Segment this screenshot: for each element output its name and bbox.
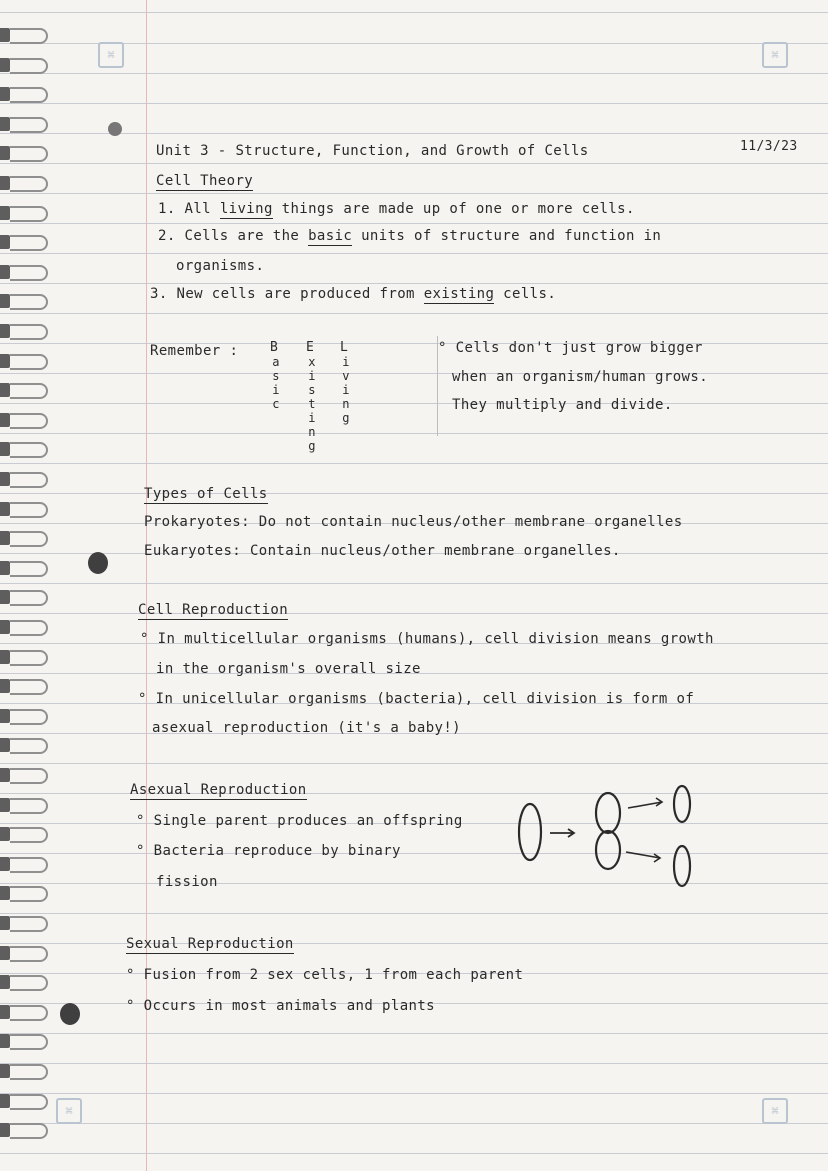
sexual-line-1: ° Fusion from 2 sex cells, 1 from each parent [126, 967, 524, 983]
spiral-ring-icon [10, 383, 48, 399]
asexual-line-3: fission [156, 874, 218, 890]
asexual-line-2: ° Bacteria reproduce by binary [136, 843, 401, 859]
dividing-cell-icon [596, 793, 620, 833]
spiral-ring-icon [10, 916, 48, 932]
acronym-living: L iving [340, 340, 350, 425]
spiral-ring-icon [10, 798, 48, 814]
spiral-ring-icon [10, 354, 48, 370]
page-title: Unit 3 - Structure, Function, and Growth of Cells [156, 143, 589, 159]
types-of-cells-line-2: Eukaryotes: Contain nucleus/other membrane organelles. [144, 543, 621, 559]
spiral-ring-icon [10, 738, 48, 754]
spiral-ring-icon [10, 857, 48, 873]
cell-theory-item-3: 3. New cells are produced from existing cells. [150, 286, 557, 302]
corner-mark-icon: ⌘ [762, 42, 788, 68]
cell-theory-item-1: 1. All living things are made up of one or more cells. [158, 201, 635, 217]
spiral-ring-icon [10, 176, 48, 192]
spiral-ring-icon [10, 413, 48, 429]
remember-label: Remember : [150, 343, 239, 359]
spiral-ring-icon [10, 146, 48, 162]
parent-cell-icon [519, 804, 541, 860]
spiral-ring-icon [10, 28, 48, 44]
spiral-ring-icon [10, 265, 48, 281]
binary-fission-diagram [510, 780, 710, 895]
remember-note-line-1: ° Cells don't just grow bigger [438, 340, 703, 356]
asexual-line-1: ° Single parent produces an offspring [136, 813, 463, 829]
corner-mark-icon: ⌘ [762, 1098, 788, 1124]
types-of-cells-heading: Types of Cells [144, 486, 268, 502]
spiral-ring-icon [10, 827, 48, 843]
acronym-basic: B asic [270, 340, 280, 411]
spiral-ring-icon [10, 768, 48, 784]
spiral-ring-icon [10, 206, 48, 222]
spiral-ring-icon [10, 590, 48, 606]
cell-reproduction-line-2: in the organism's overall size [156, 661, 421, 677]
spiral-ring-icon [10, 117, 48, 133]
spiral-ring-icon [10, 502, 48, 518]
corner-mark-icon: ⌘ [56, 1098, 82, 1124]
cell-reproduction-line-1: ° In multicellular organisms (humans), cell division means growth [140, 631, 714, 647]
daughter-cell-icon [674, 786, 690, 822]
sexual-reproduction-heading: Sexual Reproduction [126, 936, 294, 952]
spiral-ring-icon [10, 709, 48, 725]
remember-note-line-2: when an organism/human grows. [452, 369, 709, 385]
spiral-ring-icon [10, 235, 48, 251]
cell-reproduction-line-3: ° In unicellular organisms (bacteria), cell division is form of [138, 691, 695, 707]
acronym-existing: E xisting [306, 340, 316, 453]
spiral-ring-icon [10, 87, 48, 103]
spiral-ring-icon [10, 1123, 48, 1139]
spiral-ring-icon [10, 1034, 48, 1050]
punch-hole-icon [88, 552, 108, 574]
spiral-ring-icon [10, 531, 48, 547]
spiral-ring-icon [10, 324, 48, 340]
spiral-ring-icon [10, 442, 48, 458]
cell-theory-heading: Cell Theory [156, 173, 254, 189]
daughter-cell-icon [674, 846, 690, 886]
spiral-ring-icon [10, 679, 48, 695]
types-of-cells-line-1: Prokaryotes: Do not contain nucleus/other membrane organelles [144, 514, 683, 530]
spiral-ring-icon [10, 1005, 48, 1021]
spiral-ring-icon [10, 1064, 48, 1080]
spiral-ring-icon [10, 886, 48, 902]
cell-theory-item-2-cont: organisms. [176, 258, 265, 274]
spiral-ring-icon [10, 620, 48, 636]
spiral-ring-icon [10, 975, 48, 991]
margin-line [146, 0, 147, 1171]
spiral-binding [0, 0, 60, 1171]
cell-reproduction-line-4: asexual reproduction (it's a baby!) [152, 720, 462, 736]
asexual-reproduction-heading: Asexual Reproduction [130, 782, 307, 798]
spiral-ring-icon [10, 472, 48, 488]
spiral-ring-icon [10, 1094, 48, 1110]
remember-note-line-3: They multiply and divide. [452, 397, 673, 413]
sexual-line-2: ° Occurs in most animals and plants [126, 998, 436, 1014]
spiral-ring-icon [10, 58, 48, 74]
punch-hole-icon [108, 122, 122, 136]
punch-hole-icon [60, 1003, 80, 1025]
corner-mark-icon: ⌘ [98, 42, 124, 68]
spiral-ring-icon [10, 946, 48, 962]
spiral-ring-icon [10, 561, 48, 577]
page-date: 11/3/23 [740, 139, 798, 154]
spiral-ring-icon [10, 650, 48, 666]
cell-theory-item-2: 2. Cells are the basic units of structure and function in [158, 228, 662, 244]
cell-reproduction-heading: Cell Reproduction [138, 602, 289, 618]
spiral-ring-icon [10, 294, 48, 310]
